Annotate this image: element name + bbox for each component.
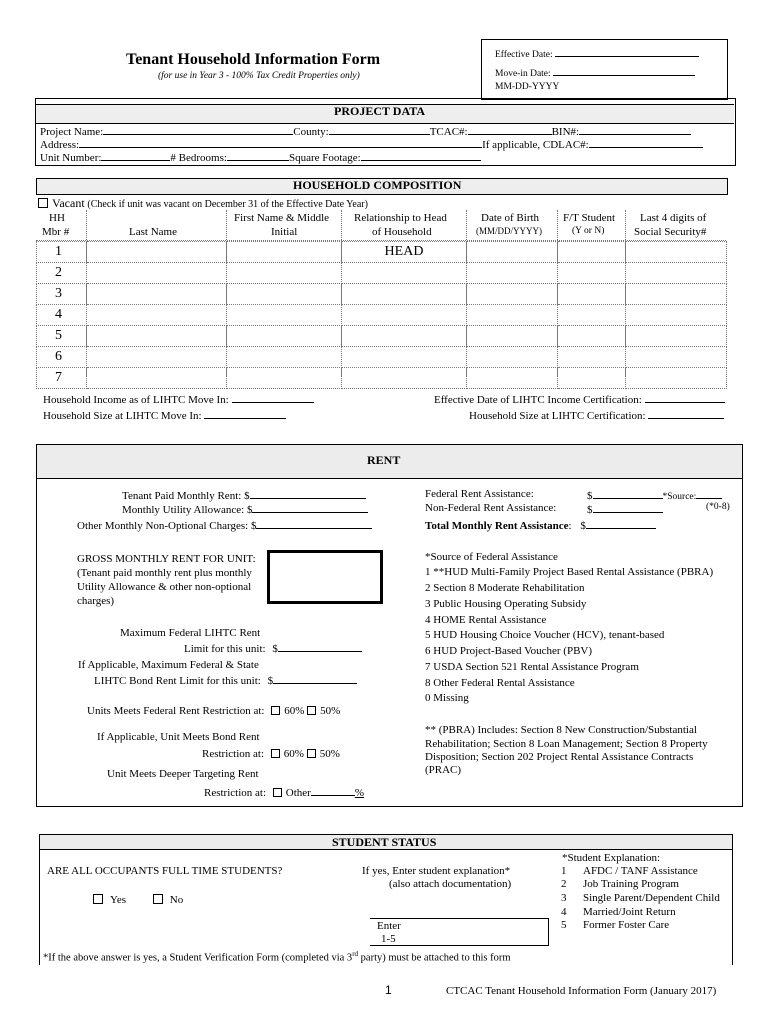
student-no-label: No — [169, 894, 184, 906]
pct-60-label: 60% — [284, 705, 305, 717]
explanation-number: 2 — [561, 878, 567, 890]
head-label: HEAD — [384, 244, 424, 259]
explanation-number: 1 — [561, 865, 567, 877]
bond-limit-field[interactable] — [273, 673, 357, 684]
col-student: F/T Student — [563, 212, 616, 224]
dollar-sign: $ — [244, 490, 250, 502]
bond-50-checkbox[interactable] — [307, 749, 316, 758]
dollar-sign: $ — [587, 490, 593, 502]
dob-cell[interactable] — [467, 263, 558, 284]
source-item-7: 7 USDA Section 521 Rental Assistance Program — [425, 661, 639, 673]
cert-size-field[interactable] — [648, 408, 724, 419]
source-item-4: 4 HOME Rental Assistance — [425, 614, 547, 626]
member-number: 3 — [37, 284, 87, 305]
bedrooms-label: # Bedrooms: — [170, 152, 227, 164]
explanation-text: Married/Joint Return — [583, 906, 676, 918]
project-name-label: Project Name: — [40, 126, 104, 138]
vacant-label: Vacant — [52, 196, 85, 210]
enter-label: Enter — [377, 920, 401, 932]
source-item-0: 0 Missing — [425, 692, 469, 704]
first-name-cell[interactable] — [227, 368, 342, 389]
nonfederal-assistance-label: Non-Federal Rent Assistance: — [425, 502, 557, 514]
explanation-item — [561, 865, 698, 877]
deeper-other-checkbox[interactable] — [273, 788, 282, 797]
form-subtitle: (for use in Year 3 - 100% Tax Credit Properties only) — [158, 71, 360, 81]
cdlac-label: If applicable, CDLAC#: — [482, 139, 589, 151]
unit-number-label: Unit Number: — [40, 152, 102, 164]
col-hh: HH — [49, 212, 65, 224]
relationship-cell[interactable] — [342, 305, 467, 326]
source-item-8: 8 Other Federal Rental Assistance — [425, 677, 575, 689]
nonfederal-assistance-field[interactable] — [593, 502, 663, 513]
pbra-note-2: Rehabilitation; Section 8 Loan Management; Section 8 Property — [425, 738, 708, 750]
relationship-cell[interactable] — [342, 347, 467, 368]
student-cell[interactable] — [558, 326, 626, 347]
student-cell[interactable] — [558, 284, 626, 305]
relationship-cell[interactable] — [342, 326, 467, 347]
address-label: Address: — [40, 139, 80, 151]
pbra-note-3: Disposition; Section 202 Project Rental Assistance Contracts — [425, 751, 694, 763]
student-footnote — [43, 950, 511, 964]
bond-restriction-label: If Applicable, Unit Meets Bond Rent — [97, 731, 260, 743]
footnote-pre: *If the above answer is yes, a Student Verification Form (completed via 3 — [43, 952, 353, 964]
household-table — [36, 241, 727, 389]
household-income-label: Household Income as of LIHTC Move In: — [43, 394, 229, 406]
table-row — [37, 263, 727, 284]
last-name-cell[interactable] — [87, 284, 227, 305]
col-ssn-2: Social Security# — [634, 226, 707, 238]
limit-unit-label: Limit for this unit: — [184, 643, 266, 655]
explanation-item — [561, 892, 720, 904]
explanation-title: *Student Explanation: — [562, 852, 661, 864]
student-no-checkbox[interactable] — [153, 894, 163, 904]
dollar-sign: $ — [250, 520, 257, 532]
student-yes-checkbox[interactable] — [93, 894, 103, 904]
source-field[interactable] — [696, 488, 722, 499]
cert-date-label: Effective Date of LIHTC Income Certification: — [434, 394, 642, 406]
table-row — [37, 284, 727, 305]
cdlac-field[interactable] — [589, 137, 703, 148]
gross-rent-box[interactable] — [267, 550, 383, 604]
bin-label: BIN#: — [551, 126, 580, 138]
tcac-label: TCAC#: — [429, 126, 468, 138]
ssn-cell[interactable] — [626, 326, 727, 347]
student-cell[interactable] — [558, 368, 626, 389]
col-relationship: Relationship to Head — [354, 212, 447, 224]
last-name-cell[interactable] — [87, 305, 227, 326]
dollar-sign: $ — [246, 504, 253, 516]
dob-cell[interactable] — [467, 242, 558, 263]
explanation-text: AFDC / TANF Assistance — [583, 865, 698, 877]
explanation-number: 5 — [561, 919, 567, 931]
gross-rent-line-3: Utility Allowance & other non-optional — [77, 581, 252, 593]
dob-cell[interactable] — [467, 368, 558, 389]
effective-date-label: Effective Date: — [495, 50, 553, 60]
county-label: County: — [293, 126, 329, 138]
pbra-note-4: (PRAC) — [425, 764, 462, 776]
member-number: 6 — [37, 347, 87, 368]
dollar-sign: $ — [587, 504, 593, 516]
first-name-cell[interactable] — [227, 305, 342, 326]
utility-allowance-field[interactable] — [252, 502, 368, 513]
explanation-item — [561, 906, 676, 918]
attach-label: (also attach documentation) — [389, 878, 512, 890]
explanation-text: Single Parent/Dependent Child — [583, 892, 720, 904]
household-size-field[interactable] — [204, 408, 286, 419]
relationship-cell[interactable] — [342, 368, 467, 389]
table-row — [37, 326, 727, 347]
unit-number-field[interactable] — [101, 150, 170, 161]
col-mbr: Mbr # — [42, 226, 70, 238]
source-item-5: 5 HUD Housing Choice Voucher (HCV), tenant-based — [425, 629, 665, 641]
tenant-paid-field[interactable] — [250, 488, 366, 499]
explanation-text: Job Training Program — [583, 878, 679, 890]
member-number: 5 — [37, 326, 87, 347]
bin-field[interactable] — [579, 124, 691, 135]
federal-assistance-field[interactable] — [593, 488, 663, 499]
project-data-title: PROJECT DATA — [334, 104, 426, 118]
last-name-cell[interactable] — [87, 242, 227, 263]
last-name-cell[interactable] — [87, 326, 227, 347]
cert-date-field[interactable] — [645, 392, 725, 403]
bond-60-checkbox[interactable] — [271, 749, 280, 758]
federal-assistance-label: Federal Rent Assistance: — [425, 488, 534, 500]
square-footage-label: Square Footage: — [288, 152, 361, 164]
col-first-name: First Name & Middle — [234, 212, 330, 224]
square-footage-field[interactable] — [361, 150, 481, 161]
source-label: *Source: — [662, 492, 697, 502]
move-in-date-field[interactable] — [553, 65, 695, 76]
source-item-1: 1 **HUD Multi-Family Project Based Rental Assistance (PBRA) — [425, 566, 714, 578]
max-state-label: If Applicable, Maximum Federal & State — [78, 659, 259, 671]
county-field[interactable] — [329, 124, 430, 135]
sources-title: *Source of Federal Assistance — [425, 551, 558, 563]
bond-limit-label: LIHTC Bond Rent Limit for this unit: — [94, 675, 261, 687]
dollar-sign: $ — [267, 675, 274, 687]
date-format: MM-DD-YYYY — [495, 82, 560, 92]
footnote-post: party) must be attached to this form — [358, 952, 511, 964]
household-income-field[interactable] — [232, 392, 314, 403]
pct-50-label: 50% — [319, 748, 340, 760]
utility-allowance-label: Monthly Utility Allowance: — [122, 504, 245, 516]
project-name-field[interactable] — [103, 124, 293, 135]
address-field[interactable] — [79, 137, 482, 148]
col-last-name: Last Name — [129, 226, 177, 238]
first-name-cell[interactable] — [227, 347, 342, 368]
student-cell[interactable] — [558, 305, 626, 326]
pct-60-label: 60% — [283, 748, 304, 760]
vacant-checkbox[interactable] — [38, 198, 48, 208]
restriction-at-label: Restriction at: — [204, 787, 267, 799]
ssn-cell[interactable] — [626, 305, 727, 326]
restriction-at-label: Restriction at: — [202, 748, 265, 760]
bedrooms-field[interactable] — [227, 150, 289, 161]
fed-50-checkbox[interactable] — [307, 706, 316, 715]
deeper-label: Unit Meets Deeper Targeting Rent — [107, 768, 259, 780]
col-dob-format: (MM/DD/YYYY) — [476, 226, 542, 236]
dob-cell[interactable] — [467, 326, 558, 347]
max-fed-label: Maximum Federal LIHTC Rent — [120, 627, 261, 639]
explanation-text: Former Foster Care — [583, 919, 670, 931]
member-number: 1 — [37, 242, 87, 263]
ssn-cell[interactable] — [626, 263, 727, 284]
table-row — [37, 347, 727, 368]
tenant-paid-label: Tenant Paid Monthly Rent: — [122, 490, 242, 502]
relationship-cell[interactable] — [342, 284, 467, 305]
dob-cell[interactable] — [467, 284, 558, 305]
table-row — [37, 368, 727, 389]
source-item-3: 3 Public Housing Operating Subsidy — [425, 598, 587, 610]
gross-rent-line-4: charges) — [77, 595, 115, 607]
household-size-label: Household Size at LIHTC Move In: — [43, 410, 202, 422]
col-of-household: of Household — [372, 226, 432, 238]
vacant-note: (Check if unit was vacant on December 31 of the Effective Date Year) — [87, 199, 368, 210]
student-title: STUDENT STATUS — [332, 835, 437, 849]
other-charges-field[interactable] — [256, 518, 372, 529]
pct-50-label: 50% — [320, 705, 341, 717]
student-cell[interactable] — [558, 263, 626, 284]
pbra-note-1: ** (PBRA) Includes: Section 8 New Construction/Substantial — [425, 724, 697, 736]
student-cell[interactable] — [558, 242, 626, 263]
dollar-sign: $ — [272, 643, 278, 655]
student-question: ARE ALL OCCUPANTS FULL TIME STUDENTS? — [47, 865, 283, 877]
page-number: 1 — [385, 983, 392, 997]
other-label: Other — [285, 787, 311, 799]
last-name-cell[interactable] — [87, 347, 227, 368]
member-number: 2 — [37, 263, 87, 284]
deeper-other-field[interactable] — [311, 785, 355, 796]
first-name-cell[interactable] — [227, 263, 342, 284]
form-name-footer: CTCAC Tenant Household Information Form (January 2017) — [446, 985, 717, 997]
footnote-sup: rd — [352, 950, 359, 958]
pct-sign: % — [354, 787, 364, 799]
member-number: 4 — [37, 305, 87, 326]
last-name-cell[interactable] — [87, 368, 227, 389]
relationship-cell — [342, 242, 467, 263]
effective-date-field[interactable] — [555, 46, 699, 57]
rent-title: RENT — [367, 453, 401, 467]
form-title: Tenant Household Information Form — [126, 51, 381, 68]
explanation-number: 3 — [561, 892, 567, 904]
household-composition-title: HOUSEHOLD COMPOSITION — [293, 178, 462, 192]
first-name-cell[interactable] — [227, 242, 342, 263]
col-ssn: Last 4 digits of — [640, 212, 707, 224]
member-number: 7 — [37, 368, 87, 389]
ssn-cell[interactable] — [626, 242, 727, 263]
last-name-cell[interactable] — [87, 263, 227, 284]
explanation-number: 4 — [561, 906, 567, 918]
dob-cell[interactable] — [467, 347, 558, 368]
dob-cell[interactable] — [467, 305, 558, 326]
student-cell[interactable] — [558, 347, 626, 368]
cert-size-label: Household Size at LIHTC Certification: — [469, 410, 646, 422]
tcac-field[interactable] — [468, 124, 552, 135]
col-student-yn: (Y or N) — [572, 226, 605, 236]
student-yes-label: Yes — [110, 894, 127, 906]
first-name-cell[interactable] — [227, 326, 342, 347]
fed-60-checkbox[interactable] — [271, 706, 280, 715]
gross-rent-line-2: (Tenant paid monthly rent plus monthly — [77, 567, 252, 579]
ssn-cell[interactable] — [626, 347, 727, 368]
fed-restriction-label: Units Meets Federal Rent Restriction at: — [87, 705, 265, 717]
other-charges-label: Other Monthly Non-Optional Charges: — [77, 520, 249, 532]
source-item-6: 6 HUD Project-Based Voucher (PBV) — [425, 645, 593, 657]
table-row — [37, 242, 727, 263]
source-item-2: 2 Section 8 Moderate Rehabilitation — [425, 582, 585, 594]
dollar-sign: $ — [580, 520, 586, 532]
relationship-cell[interactable] — [342, 263, 467, 284]
explain-label: If yes, Enter student explanation* — [362, 865, 511, 877]
ssn-cell[interactable] — [626, 284, 727, 305]
max-fed-field[interactable] — [278, 641, 362, 652]
source-range: (*0-8) — [706, 502, 730, 512]
explanation-item — [561, 878, 679, 890]
move-in-date-label: Move-in Date: — [495, 69, 551, 79]
table-row — [37, 305, 727, 326]
enter-range: 1-5 — [381, 933, 396, 945]
ssn-cell[interactable] — [626, 368, 727, 389]
col-initial: Initial — [271, 226, 298, 238]
explanation-item — [561, 919, 669, 931]
gross-rent-line-1: GROSS MONTHLY RENT FOR UNIT: — [77, 553, 256, 565]
col-dob: Date of Birth — [481, 212, 540, 224]
first-name-cell[interactable] — [227, 284, 342, 305]
total-assistance-field[interactable] — [586, 518, 656, 529]
total-assistance-label: Total Monthly Rent Assistance — [425, 520, 569, 532]
